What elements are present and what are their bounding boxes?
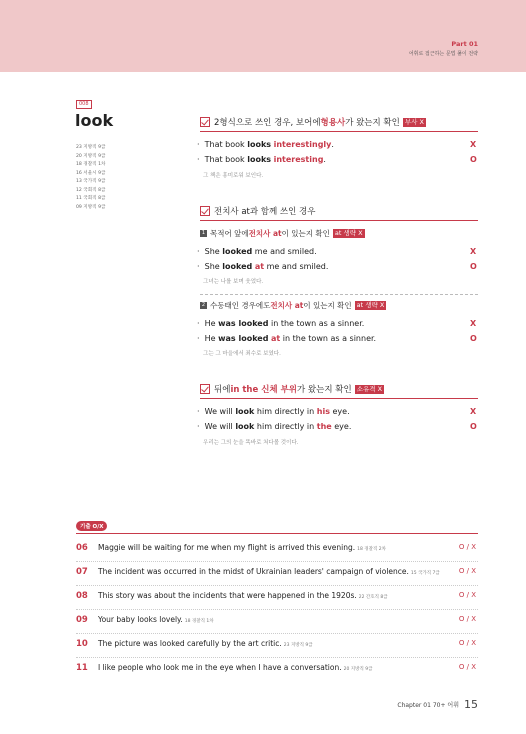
wrong-mark: X — [470, 319, 477, 328]
example-sentence: · We will look him directly in his eye. — [197, 407, 350, 416]
section-1-title — [200, 116, 426, 128]
ox-choice[interactable]: O / X — [458, 591, 476, 599]
quiz-number: 07 — [76, 567, 88, 577]
source-item: 13 국가직 9급 — [76, 179, 106, 184]
ox-choice[interactable]: O / X — [458, 543, 476, 551]
quiz-number: 08 — [76, 591, 88, 601]
quiz-number: 09 — [76, 615, 88, 625]
correct-mark: O — [470, 422, 477, 431]
quiz-number: 11 — [76, 663, 88, 673]
source-item: 23 지방직 9급 — [76, 145, 106, 150]
quiz-row — [76, 612, 478, 634]
title-highlight: 형용사 — [320, 118, 346, 128]
example-sentence: · She looked at me and smiled. — [197, 262, 329, 271]
translation: 그녀는 나를 보며 웃었다. — [203, 279, 264, 285]
source-item: 16 서울시 9급 — [76, 170, 106, 176]
ox-choice[interactable]: O / X — [458, 663, 476, 671]
part-subtitle: 어휘로 접근하는 문법 풀이 전략 — [408, 51, 478, 57]
quiz-divider — [76, 533, 478, 534]
wrong-mark: X — [470, 407, 477, 416]
correct-mark: O — [470, 155, 477, 164]
quiz-row — [76, 540, 478, 562]
quiz-question: The picture was looked carefully by the art critic. 23 지방직 9급 — [98, 639, 313, 648]
quiz-source: 15 국가직 7급 — [410, 571, 440, 576]
translation: 그는 그 마을에서 죄수로 보였다. — [203, 351, 281, 357]
entry-number: 008 — [76, 100, 92, 109]
title-text: 2형식으로 쓰인 경우, 보어에 — [214, 118, 321, 128]
row-separator — [76, 585, 478, 586]
wrong-mark: X — [470, 247, 477, 256]
quiz-row — [76, 636, 478, 658]
example-sentence: · He was looked at in the town as a sinner. — [197, 334, 377, 343]
example-sentence: · That book looks interestingly. — [197, 140, 334, 149]
quiz-question: Your baby looks lovely. 18 경찰직 1차 — [98, 615, 214, 624]
example-sentence: · He was looked in the town as a sinner. — [197, 319, 365, 328]
entry-word: look — [75, 111, 114, 130]
quiz-question: This story was about the incidents that were happened in the 1920s. 22 간호직 8급 — [98, 591, 388, 600]
quiz-question: The incident was occurred in the midst of Ukrainian leaders' campaign of violence. 15 국가직 7급 — [98, 567, 440, 576]
rule-tag: at 생략 X — [356, 301, 385, 309]
title-text: 가 왔는지 확인 — [345, 118, 400, 128]
quiz-question: Maggie will be waiting for me when my flight is arrived this evening. 18 경찰직 2차 — [98, 543, 386, 552]
wrong-mark: X — [470, 140, 477, 149]
subsection-title: 2 수동태인 경우에도 전치사 at 이 있는지 확인 at 생략 X — [201, 301, 385, 310]
correct-mark: O — [470, 262, 477, 271]
rule-tag: 소유격 X — [356, 384, 383, 393]
section-divider — [200, 398, 478, 399]
source-item: 09 지방직 9급 — [76, 204, 106, 210]
dashed-divider — [200, 294, 478, 295]
quiz-source: 20 지방직 9급 — [343, 667, 373, 672]
chapter-label: Chapter 01 70+ 어휘 — [397, 702, 459, 709]
section-2-title — [200, 205, 315, 217]
page-footer — [397, 698, 478, 711]
ox-choice[interactable]: O / X — [458, 639, 476, 647]
rule-tag: at 생략 X — [334, 229, 363, 237]
source-item: 12 국회직 8급 — [76, 187, 106, 193]
correct-mark: O — [470, 334, 477, 343]
subsection-number: 2 — [201, 302, 206, 308]
subsection-number: 1 — [201, 230, 206, 236]
ox-choice[interactable]: O / X — [458, 567, 476, 575]
row-separator — [76, 561, 478, 562]
title-text: 전치사 at과 함께 쓰인 경우 — [214, 207, 316, 217]
translation: 우리는 그의 눈을 똑바로 쳐다볼 것이다. — [203, 440, 299, 446]
source-item: 11 국회직 8급 — [76, 196, 106, 201]
quiz-row — [76, 564, 478, 586]
part-label: Part 01 — [451, 40, 478, 48]
source-item: 20 지방직 9급 — [76, 153, 106, 159]
source-item: 18 경찰직 1차 — [76, 162, 106, 167]
checkbox-icon — [200, 384, 210, 394]
row-separator — [76, 609, 478, 610]
quiz-number: 10 — [76, 639, 88, 649]
entry-sources — [76, 144, 105, 212]
quiz-row — [76, 660, 478, 682]
quiz-source: 23 지방직 9급 — [283, 643, 313, 648]
quiz-source: 18 경찰직 2차 — [357, 547, 386, 552]
example-sentence: · She looked me and smiled. — [197, 247, 317, 256]
page-number: 15 — [464, 698, 478, 711]
example-sentence: · That book looks interesting. — [197, 155, 326, 164]
checkbox-icon — [200, 206, 210, 216]
section-3-title: 뒤에 in the 신체 부위 가 왔는지 확인 소유격 X — [200, 383, 384, 395]
quiz-source: 18 경찰직 1차 — [184, 619, 214, 624]
translation: 그 책은 흥미로워 보인다. — [203, 173, 264, 179]
rule-tag: 부사 X — [404, 117, 424, 126]
quiz-badge: 기출 O/X — [76, 521, 107, 531]
subsection-title: 1 목적어 앞에 전치사 at 이 있는지 확인 at 생략 X — [201, 229, 363, 238]
page-header — [0, 0, 526, 72]
quiz-source: 22 간호직 8급 — [358, 595, 388, 600]
section-divider — [200, 220, 478, 221]
section-divider — [200, 131, 478, 132]
row-separator — [76, 633, 478, 634]
quiz-question: I like people who look me in the eye when I have a conversation. 20 지방직 9급 — [98, 663, 373, 672]
quiz-number: 06 — [76, 543, 88, 553]
example-sentence: · We will look him directly in the eye. — [197, 422, 352, 431]
row-separator — [76, 657, 478, 658]
ox-choice[interactable]: O / X — [458, 615, 476, 623]
checkbox-icon — [200, 117, 210, 127]
quiz-row — [76, 588, 478, 610]
